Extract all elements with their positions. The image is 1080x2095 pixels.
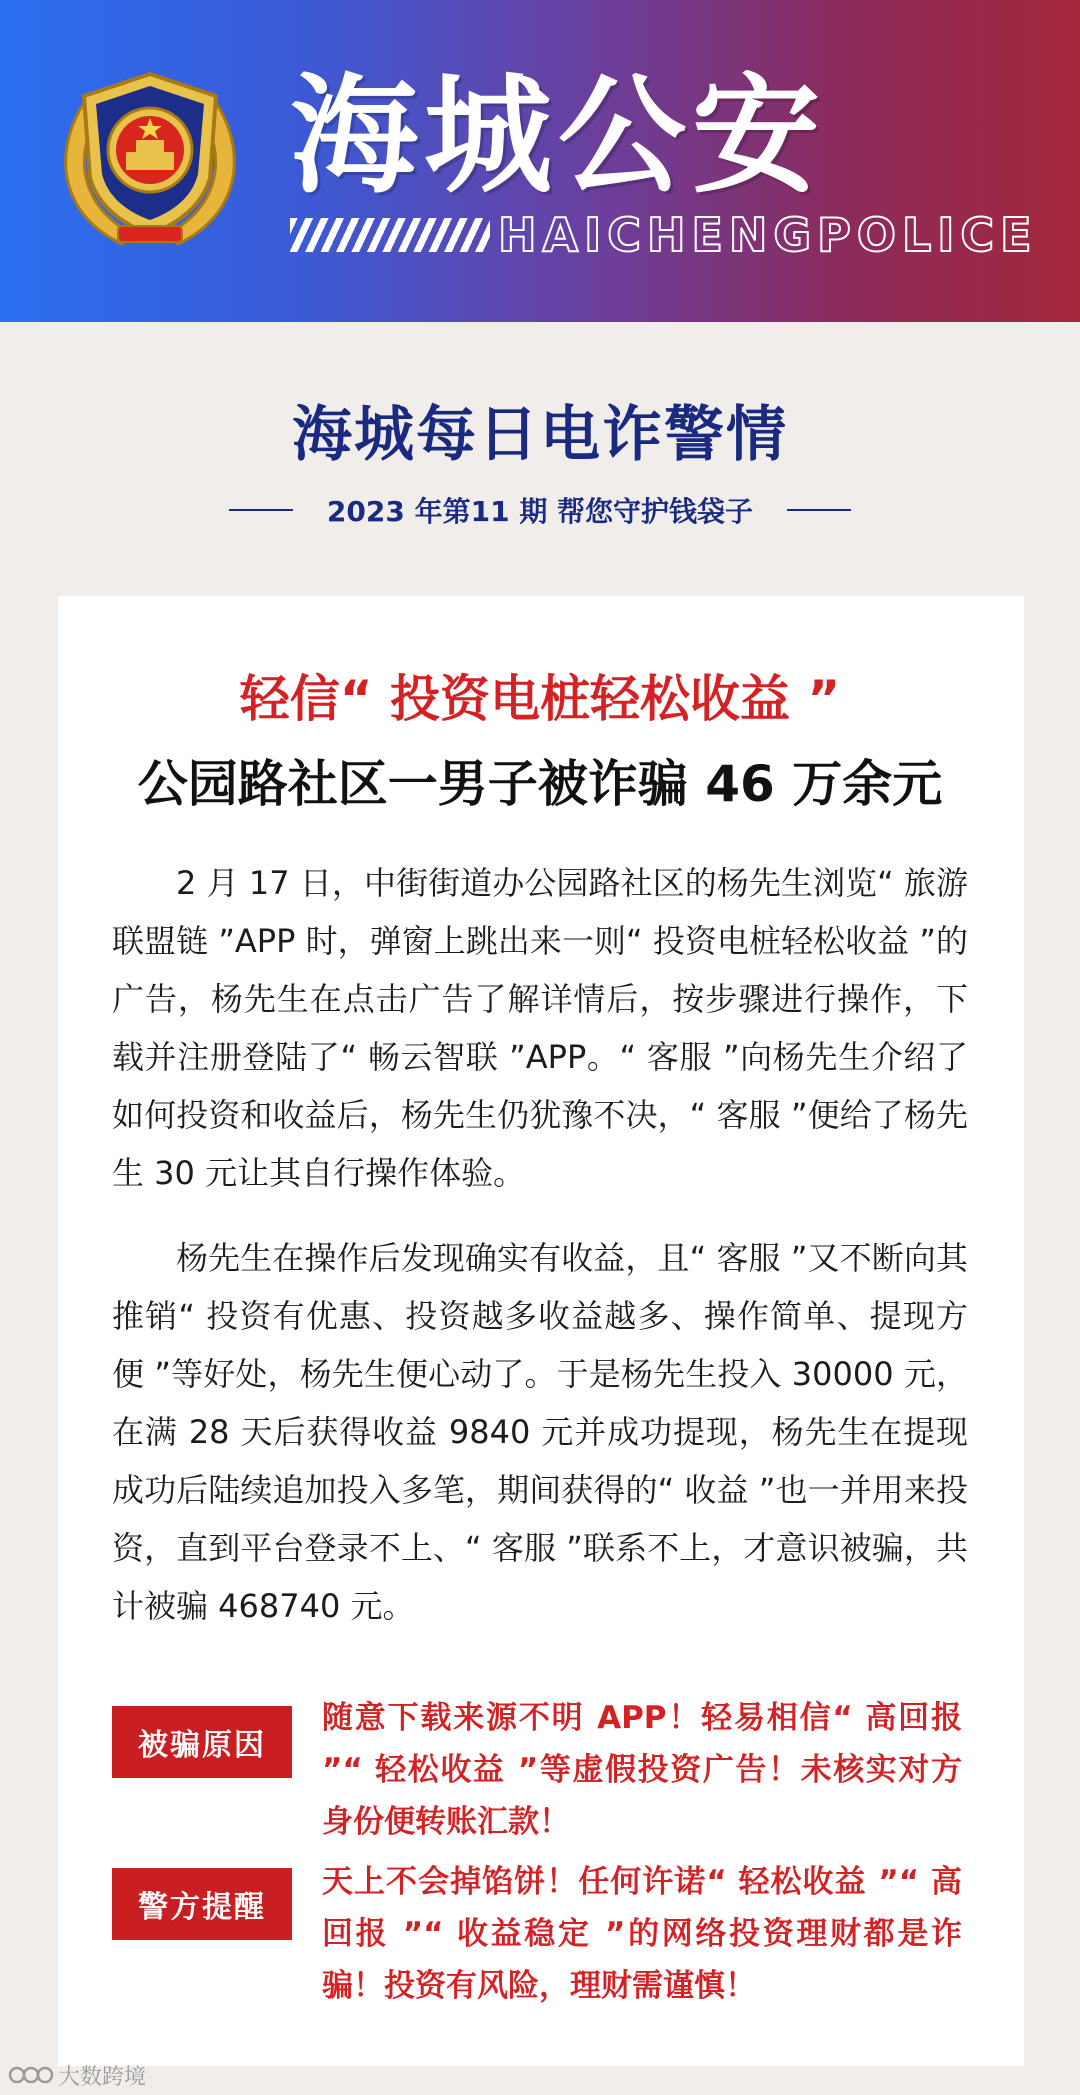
brand-title: 海城公安: [290, 62, 827, 211]
watermark-logo-icon: [8, 2064, 54, 2086]
article-paragraph-2: 杨先生在操作后发现确实有收益，且“ 客服 ”又不断向其推销“ 投资有优惠、投资越多收益越多、操作简单、提现方便 ”等好处，杨先生便心动了。于是杨先生投入 30000 元，在满 28 天后获得收益 9840 元并成功提现，杨先生在提现成功后陆续追加投入多笔，期间获得的“ 收益 ”也一并用来投资，直到平台登录不上、“ 客服 ”联系不上，才意识被骗，共计被骗 468740 元。: [112, 1239, 968, 1625]
fraud-reason-badge: 被骗原因: [112, 1706, 292, 1778]
watermark: [8, 2060, 146, 2090]
article-title-line-2: 公园路社区一男子被诈骗 46 万余元: [137, 755, 943, 813]
issue-subtitle: 2023 年第11 期 帮您守护钱袋子: [326, 495, 754, 528]
watermark-text: 大数跨境: [58, 2064, 147, 2090]
police-reminder-badge: 警方提醒: [112, 1868, 292, 1940]
issue-row: [0, 490, 1080, 530]
page-title: 海城每日电诈警情: [292, 400, 788, 470]
divider-left: [229, 509, 293, 511]
article-paragraph-1: 2 月 17 日，中街街道办公园路社区的杨先生浏览“ 旅游联盟链 ”APP 时，弹窗上跳出来一则“ 投资电桩轻松收益 ”的广告，杨先生在点击广告了解详情后，按步骤进行操作，下载并注册登陆了“ 畅云智联 ”APP。“ 客服 ”向杨先生介绍了如何投资和收益后，杨先生仍犹豫不决，“ 客服 ”便给了杨先生 30 元让其自行操作体验。: [112, 864, 968, 1192]
police-badge-icon: [52, 66, 248, 254]
brand-stripes-decoration: [290, 218, 490, 252]
brand-subtitle: HAICHENGPOLICE: [498, 208, 1038, 262]
header-banner: [0, 0, 1080, 322]
police-reminder-text: 天上不会掉馅饼！任何许诺“ 轻松收益 ”“ 高回报 ”“ 收益稳定 ”的网络投资理财都是诈骗！投资有风险，理财需谨慎！: [322, 1864, 962, 2004]
fraud-reason-text: 随意下载来源不明 APP！轻易相信“ 高回报 ”“ 轻松收益 ”等虚假投资广告！未核实对方身份便转账汇款！: [322, 1700, 962, 1840]
article-title-line-1: 轻信“ 投资电桩轻松收益 ”: [239, 670, 841, 728]
divider-right: [787, 509, 851, 511]
